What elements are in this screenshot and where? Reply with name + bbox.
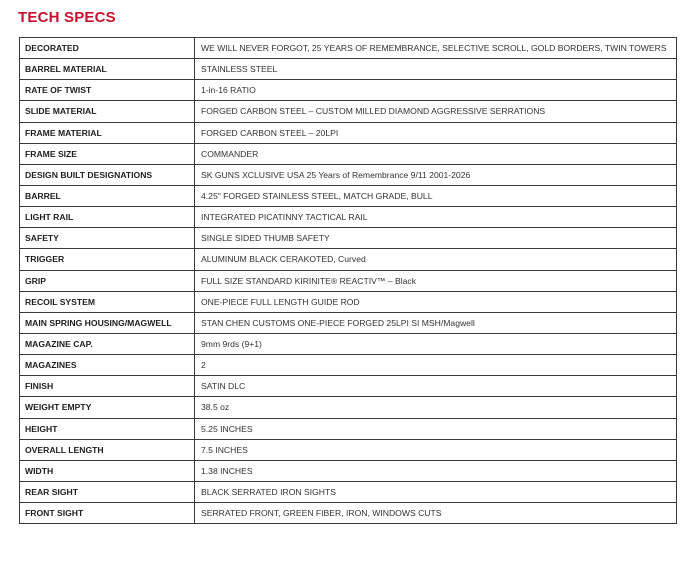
spec-label: GRIP — [20, 270, 195, 291]
spec-value: SERRATED FRONT, GREEN FIBER, IRON, WINDOWS CUTS — [195, 503, 677, 524]
spec-value: 38.5 oz — [195, 397, 677, 418]
spec-label: HEIGHT — [20, 418, 195, 439]
spec-value: BLACK SERRATED IRON SIGHTS — [195, 481, 677, 502]
spec-label: FINISH — [20, 376, 195, 397]
spec-value: SINGLE SIDED THUMB SAFETY — [195, 228, 677, 249]
spec-value: INTEGRATED PICATINNY TACTICAL RAIL — [195, 207, 677, 228]
table-row — [20, 164, 677, 185]
spec-label: MAGAZINES — [20, 355, 195, 376]
spec-value: SK GUNS XCLUSIVE USA 25 Years of Remembrance 9/11 2001-2026 — [195, 164, 677, 185]
spec-value: SATIN DLC — [195, 376, 677, 397]
table-row — [20, 460, 677, 481]
spec-value: FORGED CARBON STEEL – CUSTOM MILLED DIAMOND AGGRESSIVE SERRATIONS — [195, 101, 677, 122]
table-row — [20, 481, 677, 502]
spec-label: RATE OF TWIST — [20, 80, 195, 101]
spec-label: REAR SIGHT — [20, 481, 195, 502]
tech-specs-body — [20, 38, 677, 524]
table-row — [20, 418, 677, 439]
table-row — [20, 101, 677, 122]
spec-label: LIGHT RAIL — [20, 207, 195, 228]
spec-label: DESIGN BUILT DESIGNATIONS — [20, 164, 195, 185]
spec-value: STAINLESS STEEL — [195, 59, 677, 80]
spec-value: 9mm 9rds (9+1) — [195, 333, 677, 354]
table-row — [20, 333, 677, 354]
spec-label: TRIGGER — [20, 249, 195, 270]
spec-label: SLIDE MATERIAL — [20, 101, 195, 122]
table-row — [20, 291, 677, 312]
table-row — [20, 143, 677, 164]
table-row — [20, 80, 677, 101]
spec-value: 2 — [195, 355, 677, 376]
spec-value: 7.5 INCHES — [195, 439, 677, 460]
spec-label: BARREL — [20, 185, 195, 206]
spec-value: 1.38 INCHES — [195, 460, 677, 481]
table-row — [20, 185, 677, 206]
table-row — [20, 207, 677, 228]
spec-label: SAFETY — [20, 228, 195, 249]
spec-label: FRAME MATERIAL — [20, 122, 195, 143]
spec-label: WIDTH — [20, 460, 195, 481]
table-row — [20, 376, 677, 397]
table-row — [20, 270, 677, 291]
tech-specs-table — [19, 37, 677, 524]
spec-value: 5.25 INCHES — [195, 418, 677, 439]
spec-value: WE WILL NEVER FORGOT, 25 YEARS OF REMEMBRANCE, SELECTIVE SCROLL, GOLD BORDERS, TWIN TOWERS — [195, 38, 677, 59]
table-row — [20, 439, 677, 460]
spec-value: FORGED CARBON STEEL – 20LPI — [195, 122, 677, 143]
spec-value: 1-in-16 RATIO — [195, 80, 677, 101]
table-row — [20, 59, 677, 80]
spec-value: ONE-PIECE FULL LENGTH GUIDE ROD — [195, 291, 677, 312]
table-row — [20, 228, 677, 249]
spec-value: ALUMINUM BLACK CERAKOTED, Curved — [195, 249, 677, 270]
spec-label: WEIGHT EMPTY — [20, 397, 195, 418]
spec-label: BARREL MATERIAL — [20, 59, 195, 80]
spec-label: RECOIL SYSTEM — [20, 291, 195, 312]
spec-label: MAGAZINE CAP. — [20, 333, 195, 354]
table-row — [20, 503, 677, 524]
table-row — [20, 38, 677, 59]
spec-label: OVERALL LENGTH — [20, 439, 195, 460]
table-row — [20, 397, 677, 418]
spec-label: DECORATED — [20, 38, 195, 59]
spec-value: COMMANDER — [195, 143, 677, 164]
table-row — [20, 122, 677, 143]
table-row — [20, 312, 677, 333]
spec-value: STAN CHEN CUSTOMS ONE-PIECE FORGED 25LPI SI MSH/Magwell — [195, 312, 677, 333]
spec-value: 4.25" FORGED STAINLESS STEEL, MATCH GRADE, BULL — [195, 185, 677, 206]
table-row — [20, 355, 677, 376]
table-row — [20, 249, 677, 270]
spec-value: FULL SIZE STANDARD KIRINITE® REACTIV™ – Black — [195, 270, 677, 291]
spec-label: FRONT SIGHT — [20, 503, 195, 524]
page-title: TECH SPECS — [18, 9, 116, 26]
spec-label: FRAME SIZE — [20, 143, 195, 164]
spec-label: MAIN SPRING HOUSING/MAGWELL — [20, 312, 195, 333]
